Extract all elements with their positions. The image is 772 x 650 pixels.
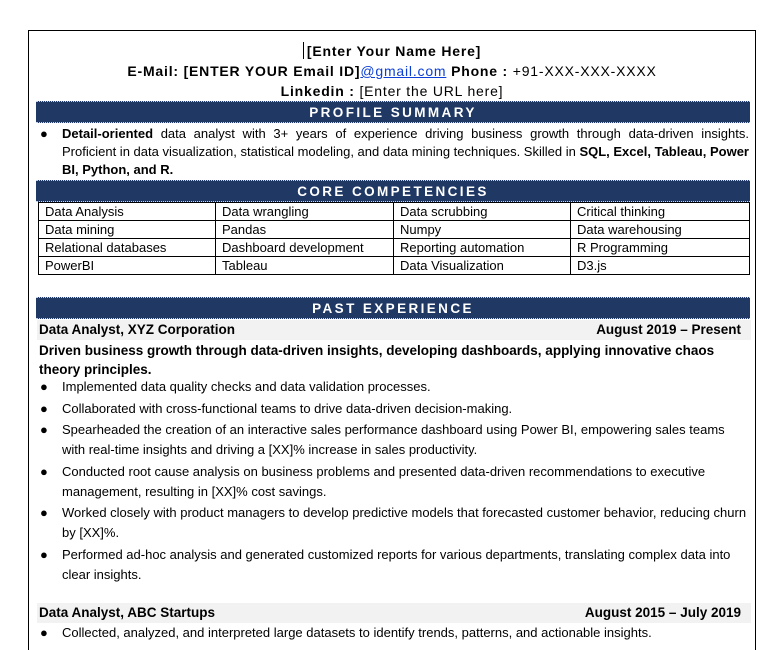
resume-page <box>28 30 756 650</box>
competency-cell: Pandas <box>216 221 394 239</box>
name-line <box>29 41 755 61</box>
bullet-text: Performed ad-hoc analysis and generated customized reports for various departments, translating complex data into clear insights. <box>62 546 731 582</box>
bullet-icon: ● <box>40 400 48 416</box>
core-competencies-heading: CORE COMPETENCIES <box>36 180 750 202</box>
job-title: Data Analyst, ABC Startups <box>39 605 216 620</box>
linkedin-value[interactable]: [Enter the URL here] <box>359 83 504 99</box>
bullet-text: Implemented data quality checks and data validation processes. <box>62 379 431 394</box>
text-cursor <box>303 42 304 59</box>
job-bullets <box>37 623 749 643</box>
competencies-table <box>38 202 750 275</box>
table-row <box>39 239 750 257</box>
linkedin-line <box>29 81 755 101</box>
job-dates: August 2019 – Present <box>596 322 741 337</box>
job-title: Data Analyst, XYZ Corporation <box>39 322 236 337</box>
email-user[interactable]: [ENTER YOUR Email ID] <box>183 63 361 79</box>
bullet-icon: ● <box>40 625 48 640</box>
bullet-text: Conducted root cause analysis on business problems and presented data-driven recommendations to executive management, resulting in [XX]% cost savings. <box>62 463 706 499</box>
competency-cell: Reporting automation <box>394 239 571 257</box>
bullet-text: Collaborated with cross-functional teams to drive data-driven decision-making. <box>62 400 513 416</box>
summary-text: data analyst with 3+ years of experience driving business growth through data-driven insights. Proficient in data visualization, statistical modeling, and data mining techniques. Skilled in <box>62 126 749 159</box>
bullet-icon: ● <box>40 505 48 520</box>
profile-summary-list <box>37 125 749 179</box>
competency-cell: D3.js <box>571 257 750 275</box>
email-label: E-Mail: <box>127 63 179 79</box>
competency-cell: Data Visualization <box>394 257 571 275</box>
table-row <box>39 221 750 239</box>
profile-summary-item <box>37 125 749 179</box>
competency-cell: Data scrubbing <box>394 203 571 221</box>
competency-cell: Data Analysis <box>39 203 216 221</box>
competency-cell: Data wrangling <box>216 203 394 221</box>
job-header <box>37 320 751 340</box>
competency-cell: Data mining <box>39 221 216 239</box>
table-row <box>39 257 750 275</box>
bullet-text: Collected, analyzed, and interpreted large datasets to identify trends, patterns, and actionable insights. <box>62 625 652 640</box>
summary-lead: Detail-oriented <box>62 126 154 141</box>
bullet-text: Worked closely with product managers to develop predictive models that forecasted customer behavior, reducing churn by [XX]%. <box>62 505 747 540</box>
competency-cell: PowerBI <box>39 257 216 275</box>
job-bullets <box>37 377 749 586</box>
email-link[interactable]: @gmail.com <box>360 63 447 79</box>
competency-cell: Critical thinking <box>571 203 750 221</box>
list-item <box>37 545 749 585</box>
bullet-icon: ● <box>40 546 48 562</box>
table-row <box>39 203 750 221</box>
bullet-text: Spearheaded the creation of an interactive sales performance dashboard using Power BI, empowering sales teams with real-time insights and driving a [XX]% increase in sales productivity. <box>62 422 725 457</box>
past-experience-heading: PAST EXPERIENCE <box>36 297 750 319</box>
job-header <box>37 603 751 623</box>
bullet-icon: ● <box>40 126 48 141</box>
candidate-name[interactable]: [Enter Your Name Here] <box>306 43 482 59</box>
profile-summary-heading: PROFILE SUMMARY <box>36 101 750 123</box>
competency-cell: R Programming <box>571 239 750 257</box>
list-item <box>37 399 749 419</box>
bullet-icon: ● <box>40 422 48 437</box>
summary-skills: SQL, Excel, Tableau, Power BI, Python, and R. <box>62 144 749 177</box>
linkedin-label: Linkedin : <box>280 83 355 99</box>
job-dates: August 2015 – July 2019 <box>584 605 741 620</box>
competency-cell: Relational databases <box>39 239 216 257</box>
phone-value[interactable]: +91-XXX-XXX-XXXX <box>512 63 657 79</box>
competency-cell: Dashboard development <box>216 239 394 257</box>
list-item <box>37 623 749 643</box>
competency-cell: Tableau <box>216 257 394 275</box>
competency-cell: Numpy <box>394 221 571 239</box>
job-summary: Driven business growth through data-driven insights, developing dashboards, applying innovative chaos theory principles. <box>39 343 715 377</box>
phone-label: Phone : <box>451 63 509 79</box>
competency-cell: Data warehousing <box>571 221 750 239</box>
list-item <box>37 377 749 397</box>
bullet-icon: ● <box>40 379 48 394</box>
list-item <box>37 503 749 543</box>
list-item <box>37 462 749 502</box>
list-item <box>37 420 749 460</box>
email-phone-line <box>29 61 755 81</box>
bullet-icon: ● <box>40 463 48 479</box>
